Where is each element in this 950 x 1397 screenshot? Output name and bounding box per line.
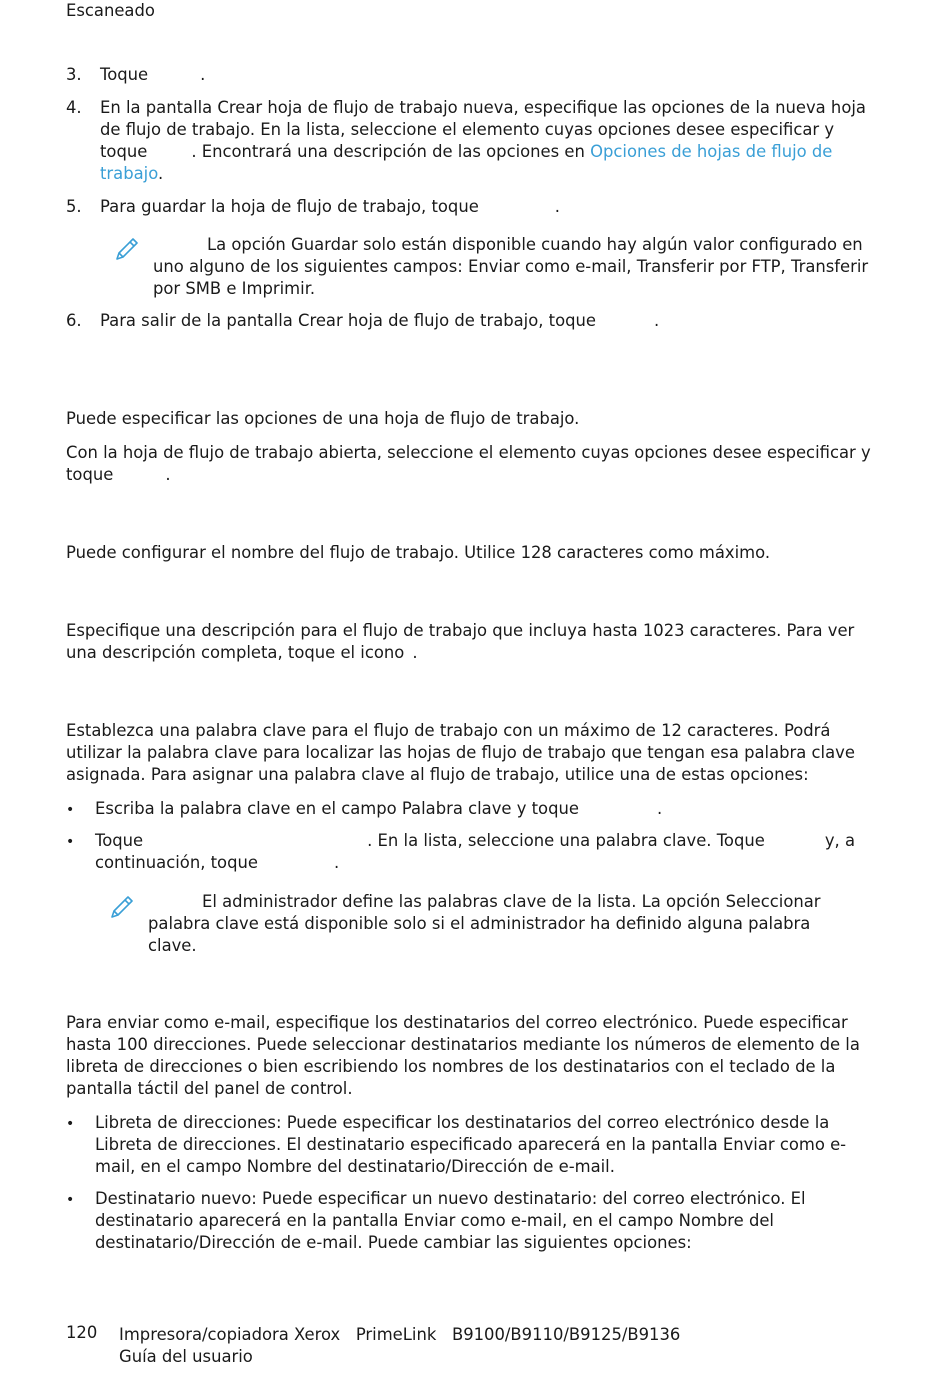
step-text: Toque (100, 65, 149, 84)
note-keyword: El administrador define las palabras clave de la lista. La opción Seleccionar palabra clave está disponible solo si el administrador ha definido alguna palabra clave. (148, 892, 821, 955)
step-text: Para guardar la hoja de flujo de trabajo, toque (100, 197, 479, 216)
options-link[interactable]: Opciones de hojas de flujo de trabajo (100, 142, 833, 183)
paragraph-text: Especifique una descripción para el flujo de trabajo que incluya hasta 1023 caracteres. Para ver una descripción completa, toque el icono (66, 621, 855, 662)
paragraph-text-end: . (412, 643, 418, 662)
options-paragraph: Puede especificar las opciones de una hoja de flujo de trabajo. (66, 409, 580, 428)
step-5 (100, 196, 885, 218)
step-number: 3. (66, 65, 82, 84)
keyword-bullet-1 (95, 798, 885, 820)
step-4 (100, 97, 885, 185)
options-paragraph-2 (66, 442, 881, 486)
email-bullet-new-recipient: Destinatario nuevo: Puede especificar un nuevo destinatario: del correo electrónico. El destinatario aparecerá en la pantalla Enviar como e-mail, en el campo Nombre del destinatario/Dirección de e-mail. Puede cambiar las siguientes opciones: (95, 1189, 806, 1252)
bullet-text: Escriba la palabra clave en el campo Palabra clave y toque (95, 799, 579, 818)
step-number: 6. (66, 311, 82, 330)
name-paragraph: Puede configurar el nombre del flujo de trabajo. Utilice 128 caracteres como máximo. (66, 543, 771, 562)
running-header: Escaneado (66, 1, 155, 20)
bullet-text-end: . (656, 799, 663, 818)
pencil-icon (108, 892, 136, 920)
step-6 (100, 310, 885, 332)
step-3 (100, 64, 885, 86)
footer-line-1: Impresora/copiadora Xerox PrimeLink B9100/B9110/B9125/B9136 (119, 1325, 681, 1344)
bullet-text: Toque (95, 831, 144, 850)
bullet: • (66, 834, 75, 850)
paragraph-text-end: . (165, 465, 171, 484)
keyword-bullet-2 (95, 830, 885, 874)
email-bullet-address-book: Libreta de direcciones: Puede especificar los destinatarios del correo electrónico desde la Libreta de direcciones. El destinatario especificado aparecerá en la pantalla Enviar como e-mail, en el campo Nombre del destinatario/Dirección de e-mail. (95, 1113, 847, 1176)
step-text-end: . (200, 65, 206, 84)
bullet-text-end: . (333, 853, 340, 872)
pencil-icon (113, 234, 141, 262)
email-paragraph: Para enviar como e-mail, especifique los destinatarios del correo electrónico. Puede especificar hasta 100 direcciones. Puede seleccionar destinatarios mediante los números de elemento de la libreta de direcciones o bien escribiendo los nombres de los destinatarios con el teclado de la pantalla táctil del panel de control. (66, 1013, 860, 1098)
step-number: 5. (66, 197, 82, 216)
page-number: 120 (66, 1323, 98, 1342)
bullet-text: . En la lista, seleccione una palabra clave. Toque (367, 831, 765, 850)
step-text-end: . (554, 197, 561, 216)
bullet: • (66, 802, 75, 818)
step-text-end: . (157, 164, 164, 183)
bullet: • (66, 1116, 75, 1132)
step-text: Para salir de la pantalla Crear hoja de flujo de trabajo, toque (100, 311, 597, 330)
step-text: . Encontrará una descripción de las opciones en (191, 142, 585, 161)
keyword-paragraph: Establezca una palabra clave para el flujo de trabajo con un máximo de 12 caracteres. Podrá utilizar la palabra clave para localizar las hojas de flujo de trabajo que tengan esa palabra clave asignada. Para asignar una palabra clave al flujo de trabajo, utilice una de estas opciones: (66, 721, 855, 784)
description-paragraph (66, 620, 881, 664)
paragraph-text: Con la hoja de flujo de trabajo abierta, seleccione el elemento cuyas opciones desee especificar y toque (66, 443, 871, 484)
step-text-end: . (654, 311, 660, 330)
step-number: 4. (66, 98, 82, 117)
bullet-text: y, a continuación, toque (95, 831, 855, 872)
footer-text (119, 1324, 819, 1368)
bullet: • (66, 1192, 75, 1208)
step-text: En la pantalla Crear hoja de flujo de trabajo nueva, especifique las opciones de la nueva hoja de flujo de trabajo. En la lista, seleccione el elemento cuyas opciones desee especificar y toque (100, 98, 866, 161)
footer-line-2: Guía del usuario (119, 1347, 253, 1366)
note-save: La opción Guardar solo están disponible cuando hay algún valor configurado en uno alguno de los siguientes campos: Enviar como e-mail, Transferir por FTP, Transferir por SMB e Imprimir. (153, 235, 869, 298)
